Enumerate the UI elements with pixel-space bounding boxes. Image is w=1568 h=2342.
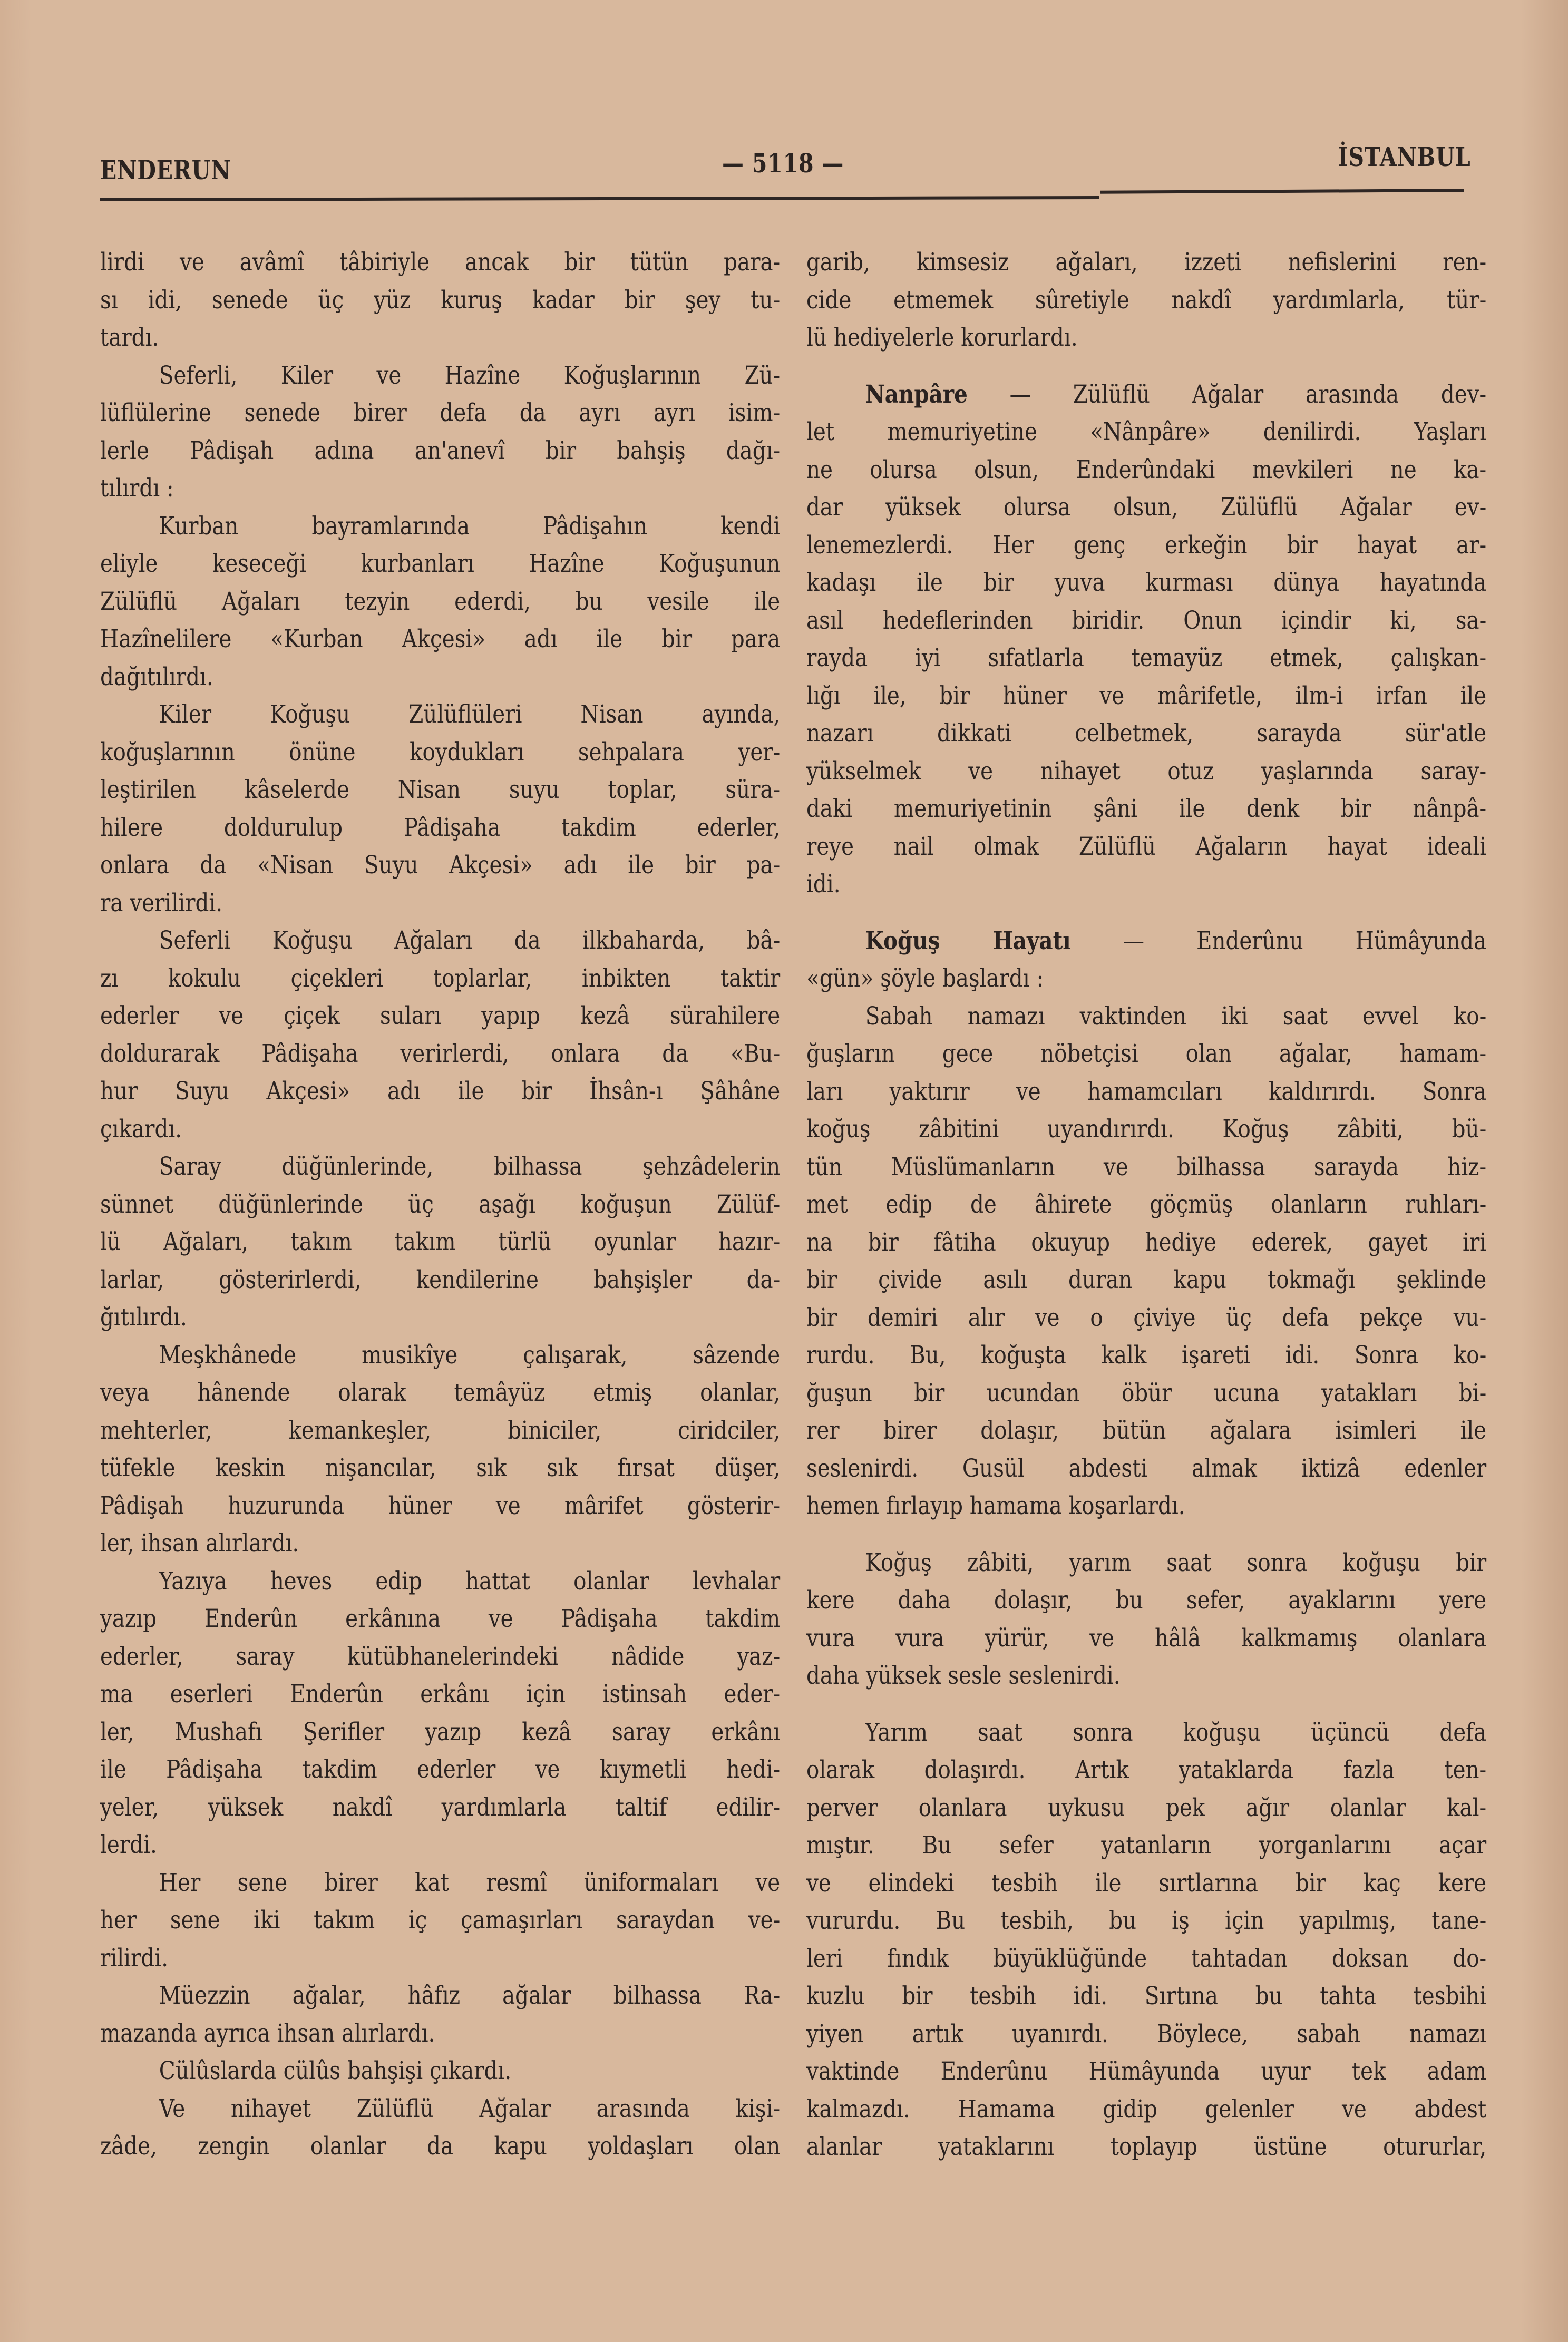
text-line: Kiler Koğuşu Zülüflüleri Nisan ayında, — [159, 700, 781, 729]
running-header — [100, 141, 1470, 189]
page-number: — 5118 — — [722, 148, 844, 179]
paragraph-gap — [806, 1695, 1486, 1714]
text-line: vura vura yürür, ve hâlâ kalkmamış olanlara — [806, 1623, 1487, 1653]
text-line: bir demiri alır ve o çiviye üç defa pekçe vu- — [806, 1303, 1487, 1332]
text-line: lerle Pâdişah adına an'anevî bir bahşiş dağı- — [100, 436, 781, 465]
text-line: let memuriyetine «Nânpâre» denilirdi. Yaşları — [806, 417, 1487, 446]
text-line: lüflülerine senede birer defa da ayrı ayrı isim- — [100, 398, 781, 427]
text-line: mazanda ayrıca ihsan alırlardı. — [100, 2018, 435, 2048]
text-line: na bir fâtiha okuyup hediye ederek, gayet iri — [806, 1227, 1487, 1257]
text-line: rurdu. Bu, koğuşta kalk işareti idi. Sonra ko- — [806, 1341, 1487, 1370]
text-line-body: — Zülüflü Ağalar arasında dev- — [967, 379, 1487, 409]
text-line: mehterler, kemankeşler, biniciler, ciridciler, — [100, 1416, 781, 1445]
text-line: hur Suyu Akçesi» adı ile bir İhsân-ı Şâhâne — [100, 1077, 781, 1106]
text-line: bir çivide asılı duran kapu tokmağı şeklinde — [806, 1265, 1487, 1294]
text-line: ğuşun bir ucundan öbür ucuna yatakları bi- — [806, 1378, 1487, 1408]
text-line-body: — Enderûnu Hümâyunda — [1070, 926, 1487, 955]
paragraph-gap — [806, 903, 1486, 922]
text-line: reye nail olmak Zülüflü Ağaların hayat ideali — [806, 832, 1487, 861]
text-line: daki memuriyetinin şâni ile denk bir nânpâ- — [806, 794, 1487, 823]
text-line: Kurban bayramlarında Pâdişahın kendi — [159, 511, 781, 541]
text-line: ları yaktırır ve hamamcıları kaldırırdı. Sonra — [806, 1077, 1487, 1106]
text-line: tün Müslümanların ve bilhassa sarayda hiz- — [806, 1152, 1487, 1182]
text-line: ile Pâdişaha takdim ederler ve kıymetli hedi- — [100, 1755, 781, 1784]
text-line: zâde, zengin olanlar da kapu yoldaşları olan — [100, 2132, 781, 2161]
text-line: Sabah namazı vaktinden iki saat evvel ko- — [865, 1001, 1487, 1031]
text-line: asıl hedeflerinden biridir. Onun içindir ki, sa- — [806, 606, 1487, 635]
text-line: dağıtılırdı. — [100, 662, 213, 691]
text-line: ve elindeki tesbih ile sırtlarına bir kaç kere — [806, 1868, 1487, 1898]
text-line: tılırdı : — [100, 474, 174, 503]
text-line: Yarım saat sonra koğuşu üçüncü defa — [865, 1718, 1487, 1747]
text-line: veya hânende olarak temâyüz etmiş olanlar, — [100, 1378, 781, 1407]
text-line: met edip de âhirete göçmüş olanların ruhları- — [806, 1190, 1487, 1219]
text-line: yeler, yüksek nakdî yardımlarla taltif edilir- — [100, 1792, 781, 1822]
text-line: daha yüksek sesle seslenirdi. — [806, 1661, 1121, 1690]
text-line: leştirilen kâselerde Nisan suyu toplar, süra- — [100, 775, 781, 804]
text-line: ederler, saray kütübhanelerindeki nâdide yaz- — [100, 1642, 781, 1671]
text-line: onlara da «Nisan Suyu Akçesi» adı ile bir pa- — [100, 851, 781, 880]
section-heading: Koğuş Hayatı — [865, 926, 1071, 955]
text-line: Seferli, Kiler ve Hazîne Koğuşlarının Zü- — [159, 360, 781, 390]
text-line: vaktinde Enderûnu Hümâyunda uyur tek adam — [806, 2057, 1487, 2086]
text-line: koğuş zâbitini uyandırırdı. Koğuş zâbiti, bü- — [806, 1115, 1487, 1144]
text-line: çıkardı. — [100, 1114, 182, 1144]
text-line: lü hediyelerle korurlardı. — [806, 323, 1078, 352]
text-line: yazıp Enderûn erkânına ve Pâdişaha takdim — [100, 1604, 781, 1633]
text-line: kere daha dolaşır, bu sefer, ayaklarını yere — [806, 1586, 1487, 1615]
text-line: olarak dolaşırdı. Artık yataklarda fazla ten- — [806, 1755, 1487, 1784]
text-line: zı kokulu çiçekleri toplarlar, inbikten taktir — [100, 963, 781, 993]
text-line: Meşkhânede musikîye çalışarak, sâzende — [159, 1340, 781, 1370]
text-line: ğuşların gece nöbetçisi olan ağalar, hamam- — [806, 1039, 1487, 1068]
text-line: yiyen artık uyanırdı. Böylece, sabah namazı — [806, 2019, 1487, 2048]
text-line: rer birer dolaşır, bütün ağalara isimleri ile — [806, 1416, 1487, 1445]
text-line: kalmazdı. Hamama gidip gelenler ve abdest — [806, 2094, 1487, 2124]
text-line: nazarı dikkati celbetmek, sarayda sür'atle — [806, 719, 1487, 748]
text-line: lığı ile, bir hüner ve mârifetle, ilm-i irfan ile — [806, 681, 1487, 710]
text-line: sünnet düğünlerinde üç aşağı koğuşun Zülüf- — [100, 1189, 781, 1219]
text-line: sı idi, senede üç yüz kuruş kadar bir şey tu- — [100, 285, 781, 315]
text-line: alanlar yataklarını toplayıp üstüne otururlar, — [806, 2132, 1487, 2161]
text-line: Ve nihayet Zülüflü Ağalar arasında kişi- — [159, 2094, 781, 2123]
right-text-column — [806, 243, 1486, 2166]
text-line: «gün» şöyle başlardı : — [806, 964, 1044, 993]
text-line: Saray düğünlerinde, bilhassa şehzâdelerin — [159, 1152, 781, 1181]
text-line: idi. — [806, 870, 841, 899]
paragraph-gap — [806, 357, 1486, 376]
paragraph-gap — [806, 1525, 1486, 1544]
text-line: seslenirdi. Gusül abdesti almak iktizâ edenler — [806, 1453, 1487, 1483]
text-line: Koğuş zâbiti, yarım saat sonra koğuşu bir — [865, 1548, 1487, 1577]
text-line: Pâdişah huzurunda hüner ve mârifet gösterir- — [100, 1491, 781, 1520]
text-line: ler, Mushafı Şerifler yazıp kezâ saray erkânı — [100, 1717, 781, 1746]
text-line: Cülûslarda cülûs bahşişi çıkardı. — [159, 2056, 512, 2085]
text-line: perver olanlara uykusu pek ağır olanlar kal- — [806, 1793, 1487, 1822]
header-section-title: ENDERUN — [100, 154, 231, 186]
text-line: mıştır. Bu sefer yatanların yorganlarını açar — [806, 1831, 1487, 1860]
text-line: rayda iyi sıfatlarla temayüz etmek, çalışkan- — [806, 643, 1487, 672]
text-line — [806, 922, 1486, 960]
text-line: ne olursa olsun, Enderûndaki mevkileri ne ka- — [806, 455, 1487, 484]
text-line: Hazînelilere «Kurban Akçesi» adı ile bir para — [100, 624, 781, 653]
section-heading: Nanpâre — [865, 379, 968, 409]
header-city-title: İSTANBUL — [1337, 141, 1470, 172]
text-line: lerdi. — [100, 1830, 157, 1859]
text-line: dar yüksek olursa olsun, Zülüflü Ağalar ev- — [806, 493, 1487, 522]
text-line: her sene iki takım iç çamaşırları saraydan ve- — [100, 1906, 781, 1935]
text-line: leri fındık büyüklüğünde tahtadan doksan do- — [806, 1944, 1487, 1973]
text-line: Yazıya heves edip hattat olanlar levhalar — [159, 1566, 781, 1596]
text-line: larlar, gösterirlerdi, kendilerine bahşişler da- — [100, 1265, 781, 1294]
text-line: lü Ağaları, takım takım türlü oyunlar hazır- — [100, 1227, 781, 1256]
text-line: ma eserleri Enderûn erkânı için istinsah eder- — [100, 1680, 781, 1709]
text-line: Zülüflü Ağaları tezyin ederdi, bu vesile ile — [100, 587, 781, 616]
text-line: cide etmemek sûretiyle nakdî yardımlarla, tür- — [806, 285, 1487, 315]
text-line: hemen fırlayıp hamama koşarlardı. — [806, 1491, 1185, 1520]
text-line: yükselmek ve nihayet otuz yaşlarında saray- — [806, 756, 1487, 786]
text-line: Her sene birer kat resmî üniformaları ve — [159, 1868, 781, 1897]
text-line: vururdu. Bu tesbih, bu iş için yapılmış, tane- — [806, 1906, 1487, 1935]
header-rule-right — [1100, 189, 1464, 194]
text-line: hilere doldurulup Pâdişaha takdim ederler, — [100, 813, 781, 842]
text-line: kuzlu bir tesbih idi. Sırtına bu tahta tesbihi — [806, 1982, 1487, 2011]
text-line: eliyle keseceği kurbanları Hazîne Koğuşunun — [100, 549, 781, 578]
text-line: Seferli Koğuşu Ağaları da ilkbaharda, bâ- — [159, 926, 781, 955]
header-rule-left — [100, 196, 1099, 201]
text-line: koğuşlarının önüne koydukları sehpalara yer- — [100, 737, 781, 767]
text-line — [806, 376, 1486, 414]
text-line: kadaşı ile bir yuva kurması dünya hayatında — [806, 568, 1487, 597]
left-text-column — [100, 243, 780, 2165]
text-line: lenemezlerdi. Her genç erkeğin bir hayat ar- — [806, 530, 1487, 560]
text-line: Müezzin ağalar, hâfız ağalar bilhassa Ra- — [159, 1981, 781, 2010]
text-line: tüfekle keskin nişancılar, sık sık fırsat düşer, — [100, 1453, 781, 1482]
text-line: ler, ihsan alırlardı. — [100, 1529, 299, 1558]
text-line: doldurarak Pâdişaha verirlerdi, onlara da «Bu- — [100, 1039, 781, 1068]
text-line: ederler ve çiçek suları yapıp kezâ sürahilere — [100, 1001, 781, 1030]
text-line: lirdi ve avâmî tâbiriyle ancak bir tütün para- — [100, 248, 781, 277]
text-line: tardı. — [100, 323, 159, 352]
text-line: ğıtılırdı. — [100, 1303, 187, 1332]
text-line: rilirdi. — [100, 1943, 169, 1973]
text-line: garib, kimsesiz ağaları, izzeti nefislerini ren- — [806, 248, 1487, 277]
text-line: ra verilirdi. — [100, 888, 223, 918]
